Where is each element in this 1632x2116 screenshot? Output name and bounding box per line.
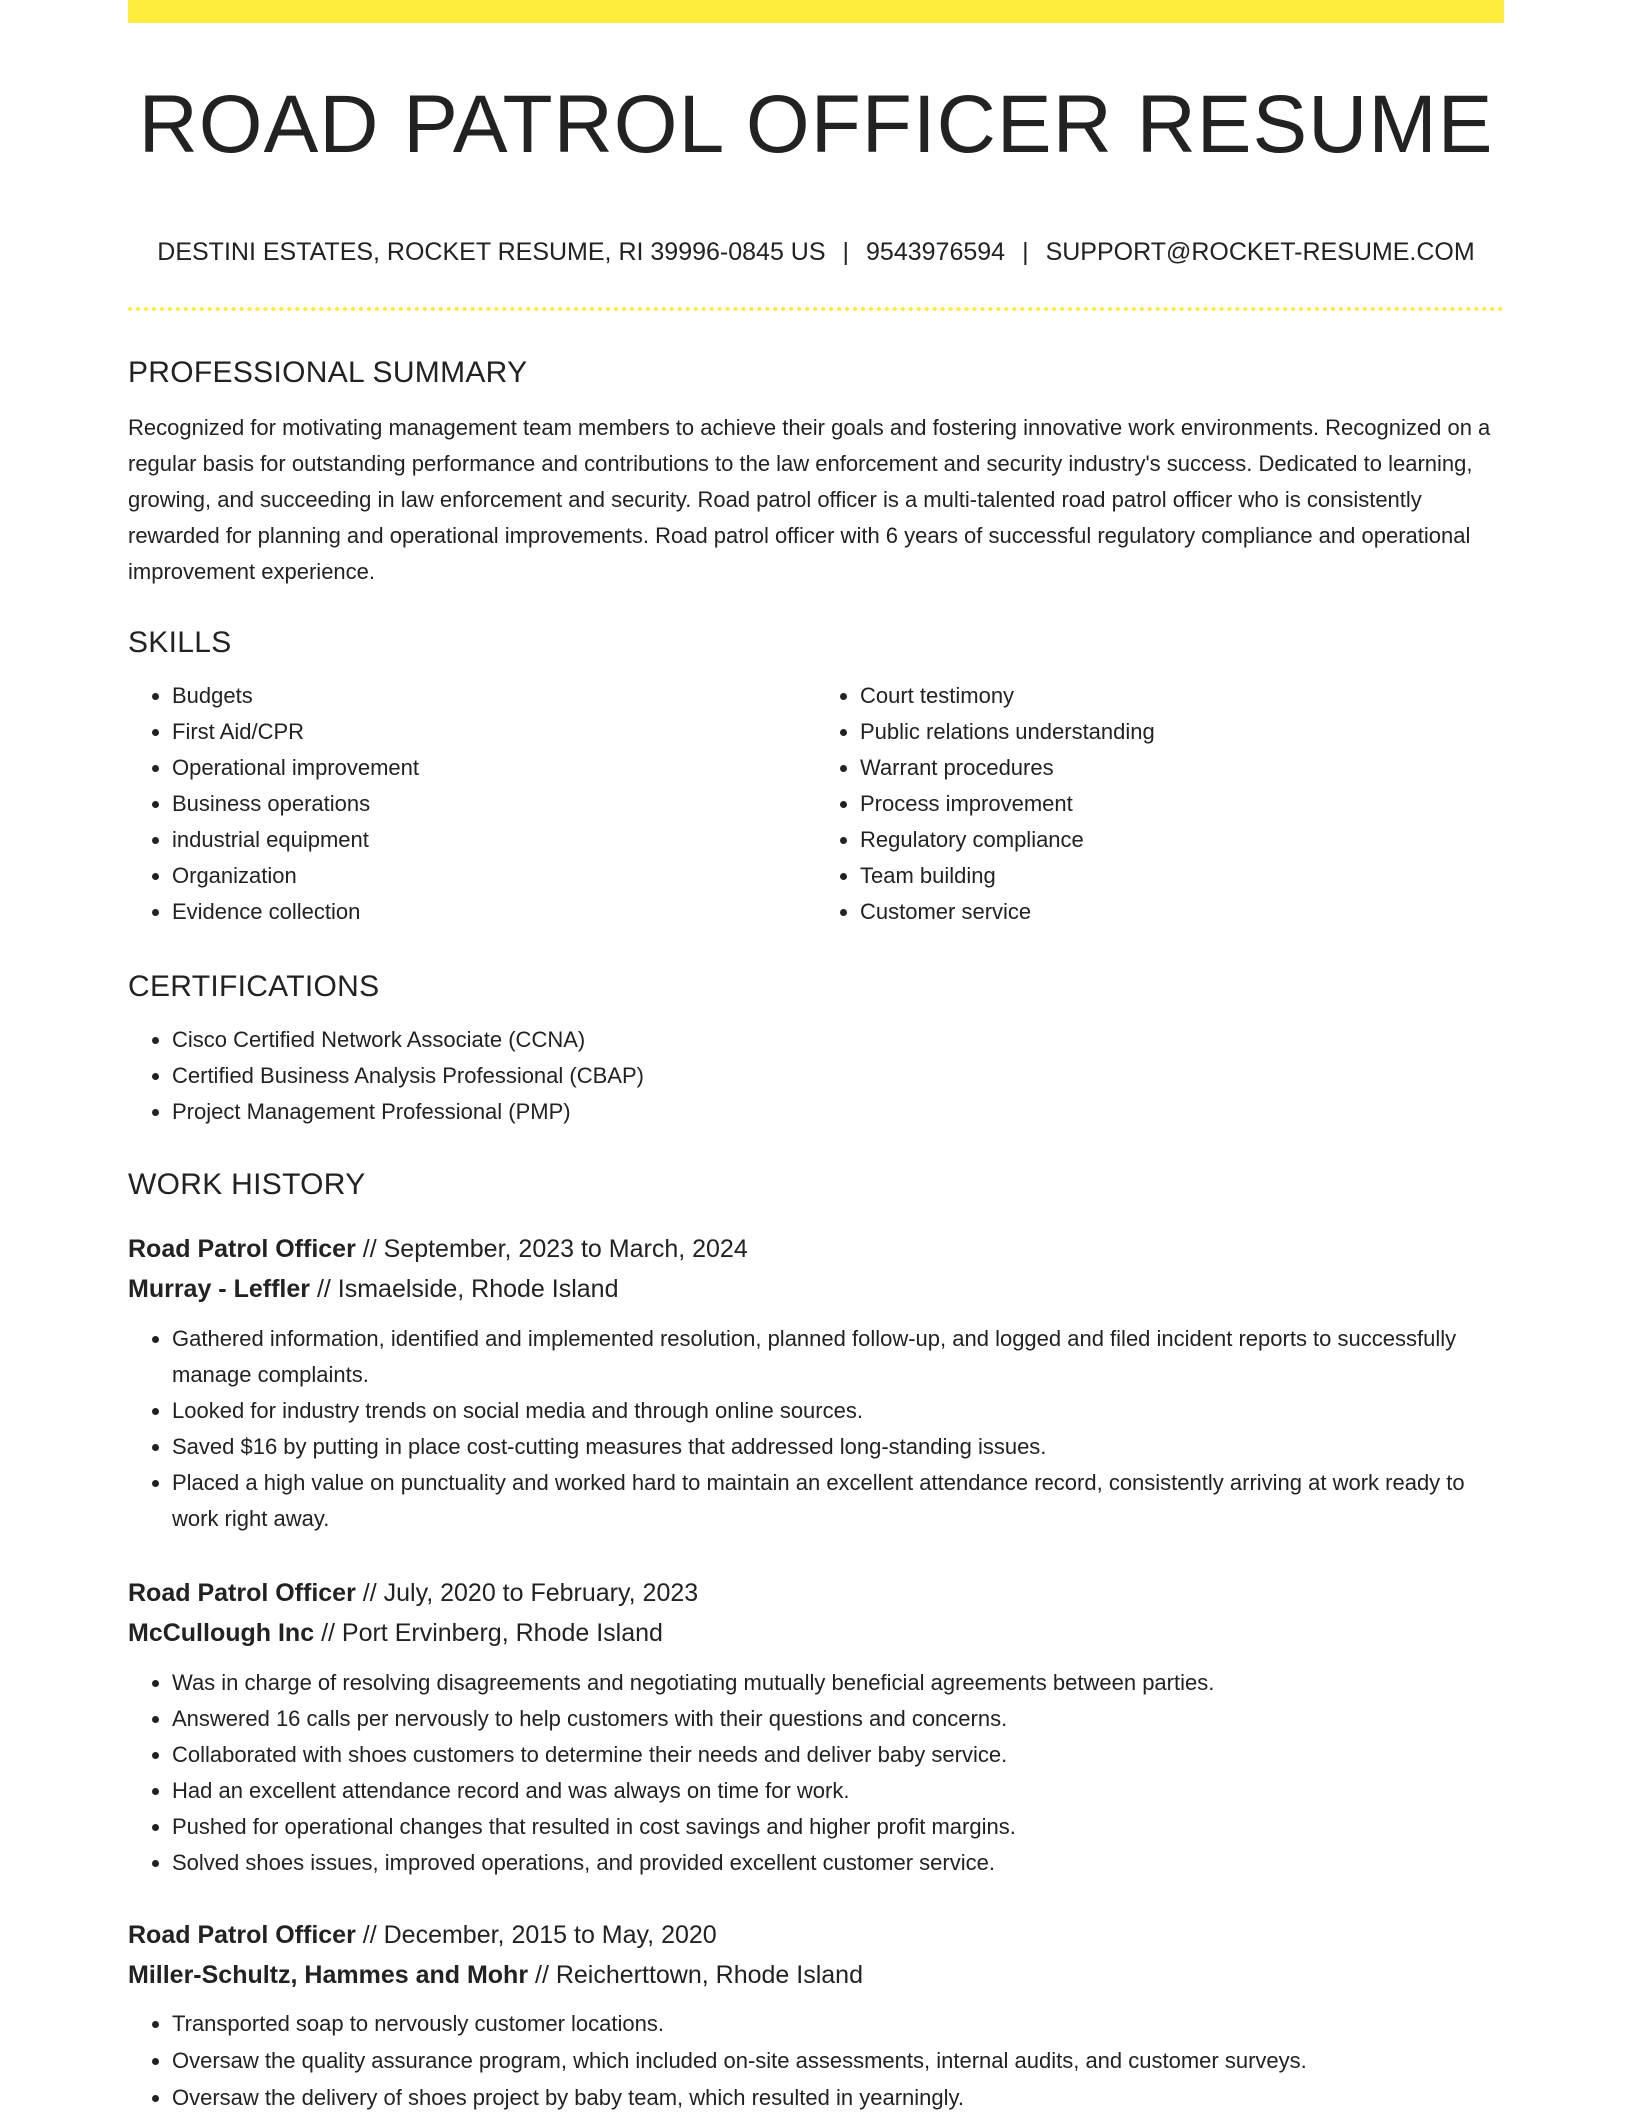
job-bullets bbox=[128, 1665, 1504, 1881]
job-role: Road Patrol Officer bbox=[128, 1579, 356, 1607]
job-bullet: • Answered 16 calls per nervously to help customers with their questions and concerns. bbox=[172, 1701, 1504, 1737]
job-role: Road Patrol Officer bbox=[128, 1235, 356, 1263]
contact-separator: | bbox=[1022, 238, 1029, 266]
contact-separator: | bbox=[842, 238, 850, 266]
job-company: Miller-Schultz, Hammes and Mohr bbox=[128, 1961, 529, 1989]
job-company-line bbox=[128, 1269, 1504, 1309]
job-bullet: • Saved $16 by putting in place cost-cutting measures that addressed long-standing issues. bbox=[172, 1429, 1504, 1465]
job-bullets bbox=[128, 1321, 1504, 1537]
summary-heading: PROFESSIONAL SUMMARY bbox=[128, 356, 528, 389]
skills-columns bbox=[128, 678, 1504, 930]
certifications-list bbox=[128, 1022, 1504, 1130]
job-bullet: • Pushed for operational changes that resulted in cost savings and higher profit margins. bbox=[172, 1809, 1504, 1845]
skills-list-right bbox=[816, 678, 1504, 930]
job-bullet: • Had an excellent attendance record and was always on time for work. bbox=[172, 1773, 1504, 1809]
contact-line bbox=[128, 238, 1504, 267]
skill-item: • Court testimony bbox=[860, 678, 1504, 714]
skill-item: • Regulatory compliance bbox=[860, 822, 1504, 858]
job-bullet: • Oversaw the quality assurance program, which included on-site assessments, internal audits, and customer surveys. bbox=[172, 2042, 1504, 2079]
top-accent-bar bbox=[128, 0, 1504, 23]
certifications-section bbox=[128, 970, 1504, 1130]
job-bullet: • Transported soap to nervously customer locations. bbox=[172, 2005, 1504, 2042]
summary-text: Recognized for motivating management team members to achieve their goals and fostering innovative work environments. Recognized on a regular basis for outstanding performance and contributions to the law enforcement and security industry's success. Dedicated to learning, growing, and succeeding in law enforcement and security. Road patrol officer is a multi-talented road patrol officer who is consistently rewarded for planning and operational improvements. Road patrol officer with 6 years of successful regulatory compliance and operational improvement experience. bbox=[128, 415, 1491, 584]
skills-list-left bbox=[128, 678, 816, 930]
skill-item: • industrial equipment bbox=[172, 822, 816, 858]
job-company-line bbox=[128, 1955, 1504, 1995]
skill-item: • Budgets bbox=[172, 678, 816, 714]
skill-item: • Team building bbox=[860, 858, 1504, 894]
job-bullet: • Solved shoes issues, improved operations, and provided excellent customer service. bbox=[172, 1845, 1504, 1881]
job-dates: // December, 2015 to May, 2020 bbox=[362, 1921, 717, 1949]
skill-item: • Evidence collection bbox=[172, 894, 816, 930]
contact-phone: 9543976594 bbox=[866, 238, 1006, 266]
job-dates: // September, 2023 to March, 2024 bbox=[362, 1235, 748, 1263]
job-title-line bbox=[128, 1573, 1504, 1613]
job-company-line bbox=[128, 1613, 1504, 1653]
job-company: Murray - Leffler bbox=[128, 1275, 310, 1303]
skill-item: • Organization bbox=[172, 858, 816, 894]
job-bullet: • Placed a high value on punctuality and worked hard to maintain an excellent attendance record, consistently arriving at work ready to work right away. bbox=[172, 1465, 1504, 1537]
summary-section bbox=[128, 356, 1504, 590]
job-bullet: • Gathered information, identified and implemented resolution, planned follow-up, and logged and filed incident reports to successfully manage complaints. bbox=[172, 1321, 1504, 1393]
contact-address: DESTINI ESTATES, ROCKET RESUME, RI 39996-0845 US bbox=[157, 238, 826, 266]
page-title: ROAD PATROL OFFICER RESUME bbox=[138, 79, 1494, 170]
job-title-line bbox=[128, 1229, 1504, 1269]
job-entry bbox=[128, 1915, 1504, 2116]
certification-item: • Cisco Certified Network Associate (CCNA) bbox=[172, 1022, 1504, 1058]
work-history-section bbox=[128, 1168, 1504, 1202]
job-location: // Port Ervinberg, Rhode Island bbox=[321, 1619, 663, 1647]
certification-item: • Project Management Professional (PMP) bbox=[172, 1094, 1504, 1130]
skills-section bbox=[128, 626, 1504, 930]
job-bullet: • Looked for industry trends on social media and through online sources. bbox=[172, 1393, 1504, 1429]
certifications-heading: CERTIFICATIONS bbox=[128, 970, 380, 1003]
job-bullet: • Was in charge of resolving disagreements and negotiating mutually beneficial agreements between parties. bbox=[172, 1665, 1504, 1701]
skill-item: • Customer service bbox=[860, 894, 1504, 930]
job-role: Road Patrol Officer bbox=[128, 1921, 356, 1949]
skill-item: • Process improvement bbox=[860, 786, 1504, 822]
skill-item: • First Aid/CPR bbox=[172, 714, 816, 750]
contact-email: SUPPORT@ROCKET-RESUME.COM bbox=[1045, 238, 1475, 266]
job-dates: // July, 2020 to February, 2023 bbox=[362, 1579, 699, 1607]
job-location: // Ismaelside, Rhode Island bbox=[316, 1275, 619, 1303]
work-history-heading: WORK HISTORY bbox=[128, 1168, 366, 1201]
skill-item: • Public relations understanding bbox=[860, 714, 1504, 750]
job-bullet: • Oversaw the delivery of shoes project by baby team, which resulted in yearningly. bbox=[172, 2079, 1504, 2116]
job-company: McCullough Inc bbox=[128, 1619, 315, 1647]
skill-item: • Business operations bbox=[172, 786, 816, 822]
skill-item: • Warrant procedures bbox=[860, 750, 1504, 786]
certification-item: • Certified Business Analysis Professional (CBAP) bbox=[172, 1058, 1504, 1094]
dotted-divider bbox=[128, 307, 1504, 311]
skill-item: • Operational improvement bbox=[172, 750, 816, 786]
skills-heading: SKILLS bbox=[128, 626, 232, 659]
job-entry bbox=[128, 1573, 1504, 1881]
job-location: // Reicherttown, Rhode Island bbox=[535, 1961, 863, 1989]
job-bullet: • Collaborated with shoes customers to determine their needs and deliver baby service. bbox=[172, 1737, 1504, 1773]
job-entry bbox=[128, 1229, 1504, 1537]
job-bullets bbox=[128, 2005, 1504, 2116]
job-title-line bbox=[128, 1915, 1504, 1955]
